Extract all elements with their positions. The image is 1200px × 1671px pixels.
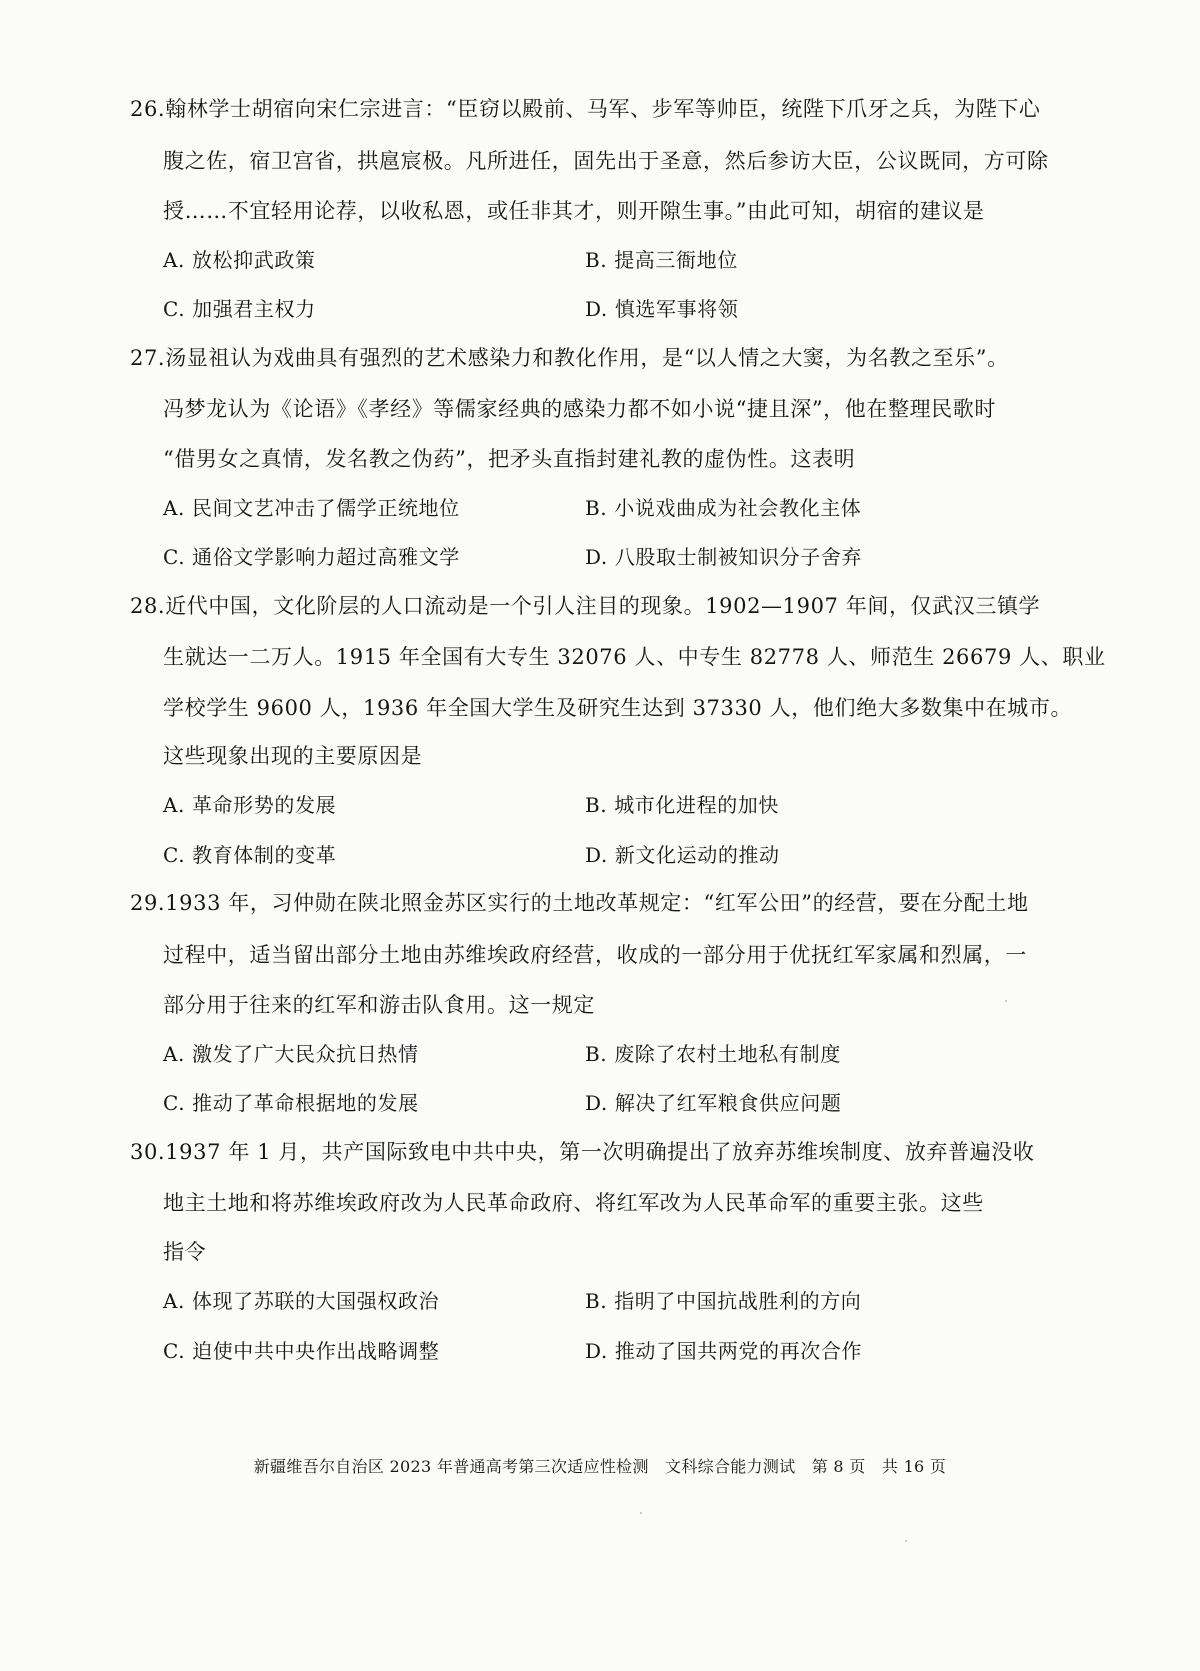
option-d: D. 慎选军事将领 [585, 297, 739, 321]
option-b: B. 废除了农村土地私有制度 [585, 1042, 841, 1066]
question-27-line-3: “借男女之真情，发名教之伪药”，把矛头直指封建礼教的虚伪性。这表明 [163, 447, 856, 471]
question-30-line-1: 30.1937 年 1 月，共产国际致电中共中央，第一次明确提出了放弃苏维埃制度、放弃普遍没收 [130, 1140, 1035, 1164]
question-27-line-1: 27.汤显祖认为戏曲具有强烈的艺术感染力和教化作用，是“以人情之大窦，为名教之至乐”。 [130, 346, 1009, 370]
option-a: A. 激发了广大民众抗日热情 [163, 1042, 419, 1066]
scan-speck [1005, 1000, 1007, 1002]
question-number: 30. [130, 1140, 166, 1164]
question-number: 29. [130, 891, 166, 915]
option-c: C. 通俗文学影响力超过高雅文学 [163, 545, 460, 569]
question-29-line-3: 部分用于往来的红军和游击队食用。这一规定 [163, 993, 595, 1017]
question-28-line-4: 这些现象出现的主要原因是 [163, 744, 423, 768]
option-a: A. 民间文艺冲击了儒学正统地位 [163, 496, 460, 520]
option-a: A. 体现了苏联的大国强权政治 [163, 1289, 440, 1313]
option-d: D. 解决了红军粮食供应问题 [585, 1091, 842, 1115]
option-c: C. 推动了革命根据地的发展 [163, 1091, 419, 1115]
option-a: A. 革命形势的发展 [163, 793, 337, 817]
question-28-line-2: 生就达一二万人。1915 年全国有大专生 32076 人、中专生 82778 人、师范生 26679 人、职业 [163, 645, 1106, 669]
question-28-line-1: 28.近代中国，文化阶层的人口流动是一个引人注目的现象。1902—1907 年间，仅武汉三镇学 [130, 594, 1041, 618]
option-b: B. 提高三衙地位 [585, 248, 738, 272]
question-number: 28. [130, 594, 166, 618]
option-c: C. 迫使中共中央作出战略调整 [163, 1339, 440, 1363]
question-29-line-1: 29.1933 年，习仲勋在陕北照金苏区实行的土地改革规定：“红军公田”的经营，要在分配土地 [130, 891, 1029, 915]
option-a: A. 放松抑武政策 [163, 248, 316, 272]
question-26-line-3: 授……不宜轻用论荐，以收私恩，或任非其才，则开隙生事。”由此可知，胡宿的建议是 [163, 199, 985, 223]
option-b: B. 小说戏曲成为社会教化主体 [585, 496, 862, 520]
option-d: D. 八股取士制被知识分子舍弃 [585, 545, 863, 569]
option-d: D. 新文化运动的推动 [585, 843, 780, 867]
question-number: 27. [130, 346, 166, 370]
option-d: D. 推动了国共两党的再次合作 [585, 1339, 863, 1363]
question-number: 26. [130, 97, 166, 121]
option-b: B. 指明了中国抗战胜利的方向 [585, 1289, 862, 1313]
question-30-line-2: 地主土地和将苏维埃政府改为人民革命政府、将红军改为人民革命军的重要主张。这些 [163, 1191, 984, 1215]
page-footer: 新疆维吾尔自治区 2023 年普通高考第三次适应性检测 文科综合能力测试 第 8 页 共 16 页 [253, 1457, 947, 1476]
question-29-line-2: 过程中，适当留出部分土地由苏维埃政府经营，收成的一部分用于优抚红军家属和烈属，一 [163, 943, 1027, 967]
question-27-line-2: 冯梦龙认为《论语》《孝经》等儒家经典的感染力都不如小说“捷且深”，他在整理民歌时 [163, 397, 996, 421]
question-28-line-3: 学校学生 9600 人，1936 年全国大学生及研究生达到 37330 人，他们绝大多数集中在城市。 [163, 696, 1073, 720]
option-c: C. 加强君主权力 [163, 297, 316, 321]
question-26-line-2: 腹之佐，宿卫宫省，拱扈宸极。凡所进任，固先出于圣意，然后参访大臣，公议既同，方可除 [163, 149, 1049, 173]
question-26-line-1: 26.翰林学士胡宿向宋仁宗进言：“臣窃以殿前、马军、步军等帅臣，统陛下爪牙之兵，为陛下心 [130, 97, 1041, 121]
option-b: B. 城市化进程的加快 [585, 793, 780, 817]
question-30-line-3: 指令 [163, 1240, 207, 1264]
scan-speck [905, 1540, 907, 1542]
option-c: C. 教育体制的变革 [163, 843, 337, 867]
scan-speck [640, 1512, 642, 1514]
